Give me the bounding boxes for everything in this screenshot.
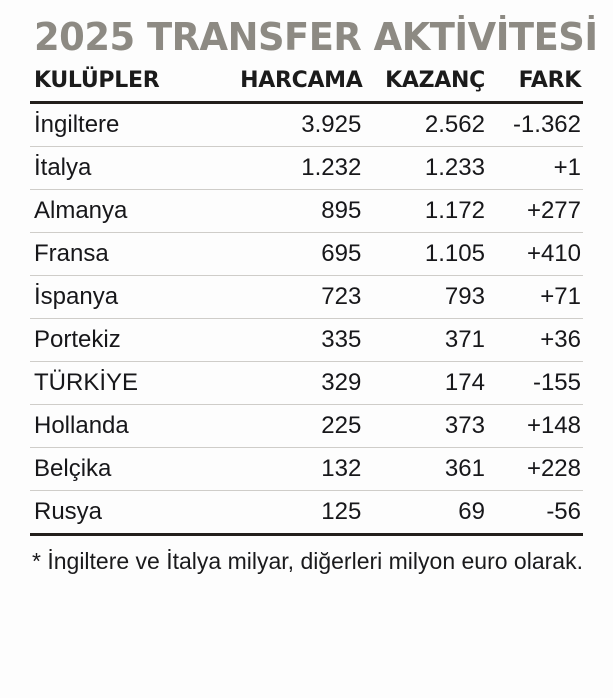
- page-title: 2025 TRANSFER AKTİVİTESİ: [34, 15, 598, 59]
- cell-club: TÜRKİYE: [30, 361, 240, 404]
- table-header: [30, 62, 583, 104]
- column-header-spend: HARCAMA: [240, 67, 363, 93]
- cell-diff: +277: [489, 189, 583, 232]
- cell-spend: 3.925: [240, 104, 367, 147]
- cell-earn: 371: [367, 318, 489, 361]
- cell-earn: 361: [367, 447, 489, 490]
- cell-earn: 174: [367, 361, 489, 404]
- cell-diff: -155: [489, 361, 583, 404]
- table-row: [30, 104, 583, 147]
- cell-earn: 1.105: [367, 232, 489, 275]
- cell-diff: +228: [489, 447, 583, 490]
- cell-earn: 1.172: [367, 189, 489, 232]
- cell-spend: 695: [240, 232, 367, 275]
- table-row: [30, 404, 583, 447]
- cell-diff: -56: [546, 497, 581, 525]
- cell-club: İngiltere: [30, 104, 240, 147]
- table-row: [30, 318, 583, 361]
- cell-club: Belçika: [30, 447, 240, 490]
- cell-spend: 329: [240, 361, 367, 404]
- footer-divider: [30, 533, 583, 536]
- cell-club: Portekiz: [30, 318, 240, 361]
- cell-spend: 225: [240, 404, 367, 447]
- table-row: [30, 361, 583, 404]
- cell-club: Hollanda: [30, 404, 240, 447]
- cell-club: Fransa: [30, 232, 240, 275]
- cell-earn: 373: [367, 404, 489, 447]
- table-row: [30, 490, 583, 533]
- column-header-diff: FARK: [518, 67, 581, 93]
- column-header-earn: KAZANÇ: [385, 67, 485, 93]
- cell-spend: 895: [240, 189, 367, 232]
- cell-diff: +1: [489, 146, 583, 189]
- cell-club: İspanya: [30, 275, 240, 318]
- cell-diff: +148: [489, 404, 583, 447]
- table-row: [30, 189, 583, 232]
- table-row: [30, 275, 583, 318]
- cell-club: Rusya: [34, 497, 103, 525]
- cell-spend: 1.232: [240, 146, 367, 189]
- cell-diff: -1.362: [489, 104, 583, 147]
- table-row: [30, 447, 583, 490]
- footnote: * İngiltere ve İtalya milyar, diğerleri milyon euro olarak.: [32, 547, 583, 574]
- cell-club: Almanya: [30, 189, 240, 232]
- table-row: [30, 146, 583, 189]
- cell-spend: 335: [240, 318, 367, 361]
- cell-club: İtalya: [30, 146, 240, 189]
- cell-diff: +36: [489, 318, 583, 361]
- cell-spend: 125: [321, 497, 362, 525]
- cell-earn: 2.562: [367, 104, 489, 147]
- table-row: [30, 232, 583, 275]
- cell-spend: 132: [240, 447, 367, 490]
- cell-earn: 69: [458, 497, 485, 525]
- table-body: [30, 104, 583, 533]
- table-header-row: [30, 62, 583, 101]
- cell-earn: 793: [367, 275, 489, 318]
- cell-earn: 1.233: [367, 146, 489, 189]
- transfer-activity-table: [30, 62, 583, 533]
- cell-spend: 723: [240, 275, 367, 318]
- cell-diff: +71: [489, 275, 583, 318]
- cell-diff: +410: [489, 232, 583, 275]
- column-header-clubs: KULÜPLER: [34, 67, 160, 93]
